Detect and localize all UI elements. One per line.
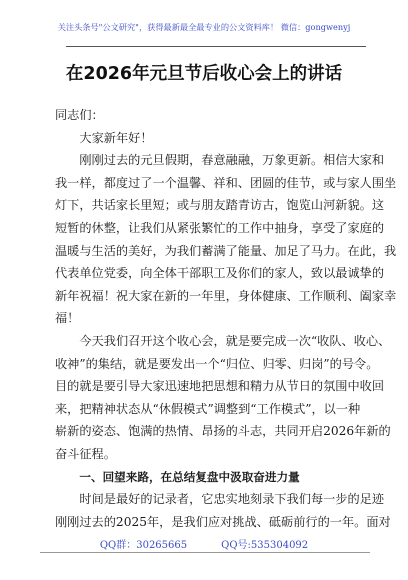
section-heading: 一、回望来路，在总结复盘中汲取奋进力量 [79,469,300,484]
footer-divider [40,552,370,553]
paragraph-line: 收神”的集结，就是要发出一个“归位、归零、归岗”的号令。 [55,356,379,371]
qq-number-label: QQ号:535304092 [221,540,309,551]
paragraph-line: 短暂的休整，让我们从紧张繁忙的工作中抽身，享受了家庭的 [55,220,385,235]
paragraph-3 [55,488,391,533]
paragraph-2 [55,330,391,466]
header-banner: 关注头条号"公文研究"，获得最新最全最专业的公文资料库！ 微信：gongwenyj [57,22,351,32]
greeting: 大家新年好！ [79,130,153,145]
paragraph-line: 温暖与生活的美好，为我们蓄满了能量、加足了马力。在此，我 [55,243,397,258]
paragraph-line: 灯下，共话家长里短；或与朋友踏青访古，饱览山河新貌。这 [55,198,385,213]
footer-contact [0,536,408,551]
paragraph-line: 新年祝福！祝大家在新的一年里，身体健康、工作顺利、阖家幸 [55,288,397,303]
paragraph-line: 来，把精神状态从“休假模式”调整到“工作模式”，以一种 [55,401,361,416]
paragraph-line: 时间是最好的记录者，它忠实地刻录下我们每一步的足迹 [79,492,385,507]
paragraph-line: 我一样，都度过了一个温馨、祥和、团圆的佳节，或与家人围坐 [55,175,397,190]
document-title: 在2026年元旦节后收心会上的讲话 [65,64,343,84]
document-body [55,104,397,533]
qq-group-label: QQ群：30265665 [99,540,188,551]
salutation: 同志们： [55,108,104,122]
paragraph-line: 刚刚过去的元旦假期，春意融融，万象更新。相信大家和 [79,153,385,168]
paragraph-line: 奋斗征程。 [55,446,116,461]
paragraph-line: 刚刚过去的2025年，是我们应对挑战、砥砺前行的一年。面对 [55,514,391,529]
paragraph-1 [55,149,397,330]
paragraph-line: 崭新的姿态、饱满的热情、昂扬的斗志，共同开启2026年新的 [55,424,391,439]
paragraph-line: 今天我们召开这个收心会，就是要完成一次“收队、收心、 [79,333,391,348]
paragraph-line: 福！ [55,311,80,326]
paragraph-line: 目的就是要引导大家迅速地把思想和精力从节日的氛围中收回 [55,379,385,394]
header-divider [66,46,366,47]
paragraph-line: 代表单位党委，向全体干部职工及你们的家人，致以最诚挚的 [55,266,385,281]
